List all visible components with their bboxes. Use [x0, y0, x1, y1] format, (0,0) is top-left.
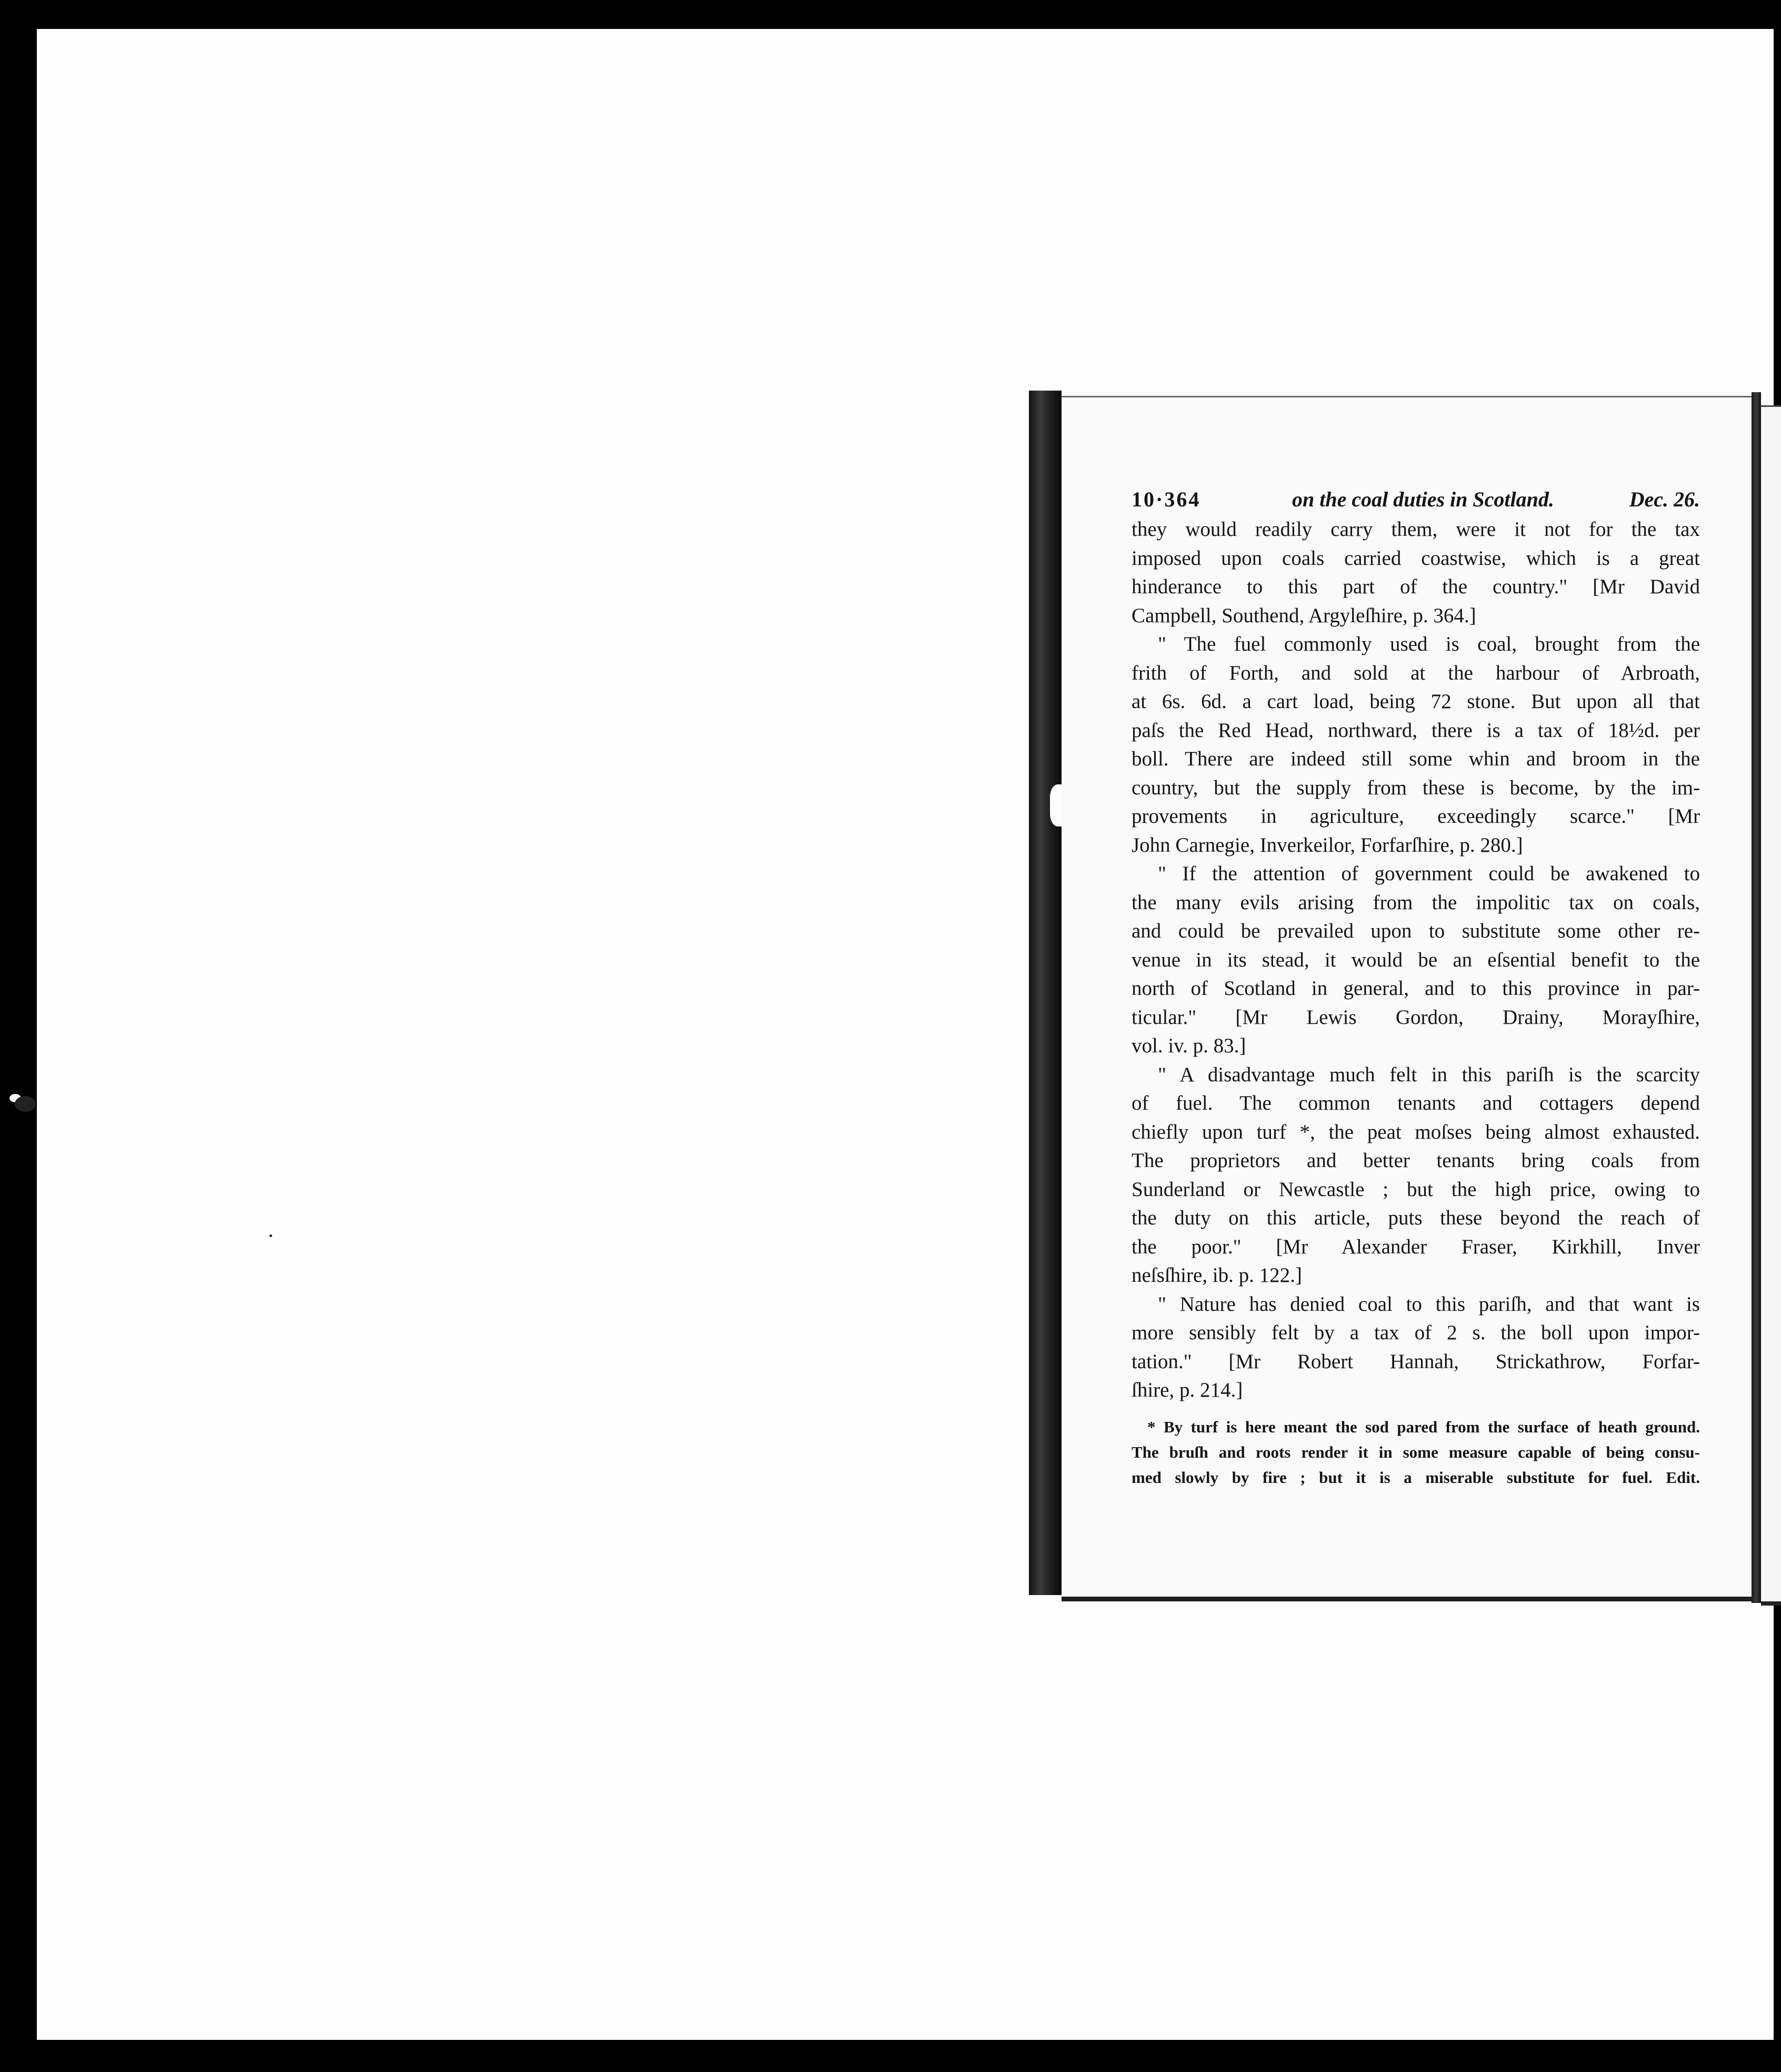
text-line: tation." [Mr Robert Hannah, Strickathrow, Forfar- [1132, 1350, 1700, 1373]
paragraph [1132, 1290, 1700, 1405]
body-text [1132, 515, 1700, 1405]
paragraph [1132, 630, 1700, 860]
text-line: " If the attention of government could be awakened to [1158, 862, 1700, 885]
paragraph [1132, 860, 1700, 1061]
text-line: the duty on this article, puts these beyond the reach of [1132, 1207, 1700, 1229]
text-line: ticular." [Mr Lewis Gordon, Drainy, Morayſhire, [1132, 1005, 1700, 1029]
text-line: " The fuel commonly used is coal, brought from the [1158, 633, 1700, 655]
text-line: imposed upon coals carried coastwise, which is a great [1132, 546, 1700, 570]
text-line: venue in its stead, it would be an eſsential benefit to the [1132, 948, 1700, 971]
film-speck [269, 1234, 272, 1237]
text-line: country, but the supply from these is become, by the im- [1132, 776, 1700, 799]
text-line: chiefly upon turf *, the peat moſses being almost exhausted. [1132, 1120, 1700, 1143]
text-line: the many evils arising from the impolitic tax on coals, [1132, 891, 1700, 914]
text-line: John Carnegie, Inverkeilor, Forfarſhire, p. 280.] [1132, 833, 1523, 856]
text-line: the poor." [Mr Alexander Fraser, Kirkhill, Inver [1132, 1235, 1700, 1258]
text-line: vol. iv. p. 83.] [1132, 1034, 1246, 1057]
footnote [1132, 1414, 1700, 1490]
page-text [1132, 487, 1700, 1490]
footnote-line: * By turf is here meant the sod pared from the surface of heath ground. [1147, 1417, 1700, 1436]
text-line: " Nature has denied coal to this pariſh, and that want is [1158, 1292, 1700, 1316]
text-line: " A disadvantage much felt in this pariſh is the scarcity [1158, 1063, 1700, 1086]
film-speck [15, 1096, 36, 1112]
text-line: at 6s. 6d. a cart load, being 72 stone. But upon all that [1132, 690, 1700, 713]
text-line: of fuel. The common tenants and cottagers depend [1132, 1092, 1700, 1114]
next-page-sliver [1761, 405, 1781, 1606]
text-line: they would readily carry them, were it not for the tax [1132, 518, 1700, 541]
paragraph [1132, 515, 1700, 630]
text-line: paſs the Red Head, northward, there is a tax of 18½d. per [1132, 719, 1700, 742]
footnote-line: med slowly by fire ; but it is a miserable substitute for fuel. Edit. [1132, 1468, 1700, 1487]
text-line: Sunderland or Newcastle ; but the high price, owing to [1132, 1178, 1700, 1201]
text-line: more sensibly felt by a tax of 2 s. the boll upon impor- [1132, 1321, 1700, 1344]
text-line: frith of Forth, and sold at the harbour of Arbroath, [1132, 661, 1700, 684]
running-head [1132, 487, 1700, 515]
text-line: Campbell, Southend, Argyleſhire, p. 364.] [1132, 604, 1476, 627]
text-line: provements in agriculture, exceedingly scarce." [Mr [1132, 805, 1700, 828]
footnote-line: The bruſh and roots render it in some measure capable of being consu- [1132, 1442, 1700, 1461]
page-number: 10·364 [1132, 487, 1201, 511]
text-line: and could be prevailed upon to substitute some other re- [1132, 920, 1700, 942]
page-edge [1752, 392, 1761, 1603]
paragraph [1132, 1061, 1700, 1290]
text-line: neſsſhire, ib. p. 122.] [1132, 1264, 1302, 1287]
running-date: Dec. 26. [1629, 487, 1700, 511]
text-line: The proprietors and better tenants bring coals from [1132, 1149, 1700, 1172]
text-line: hinderance to this part of the country." [Mr David [1132, 575, 1700, 598]
text-line: boll. There are indeed still some whin and broom in the [1132, 748, 1700, 770]
text-line: north of Scotland in general, and to this province in par- [1132, 977, 1700, 1000]
running-title: on the coal duties in Scotland. [1292, 487, 1554, 511]
book-spine [1029, 391, 1062, 1595]
text-line: ſhire, p. 214.] [1132, 1379, 1243, 1401]
